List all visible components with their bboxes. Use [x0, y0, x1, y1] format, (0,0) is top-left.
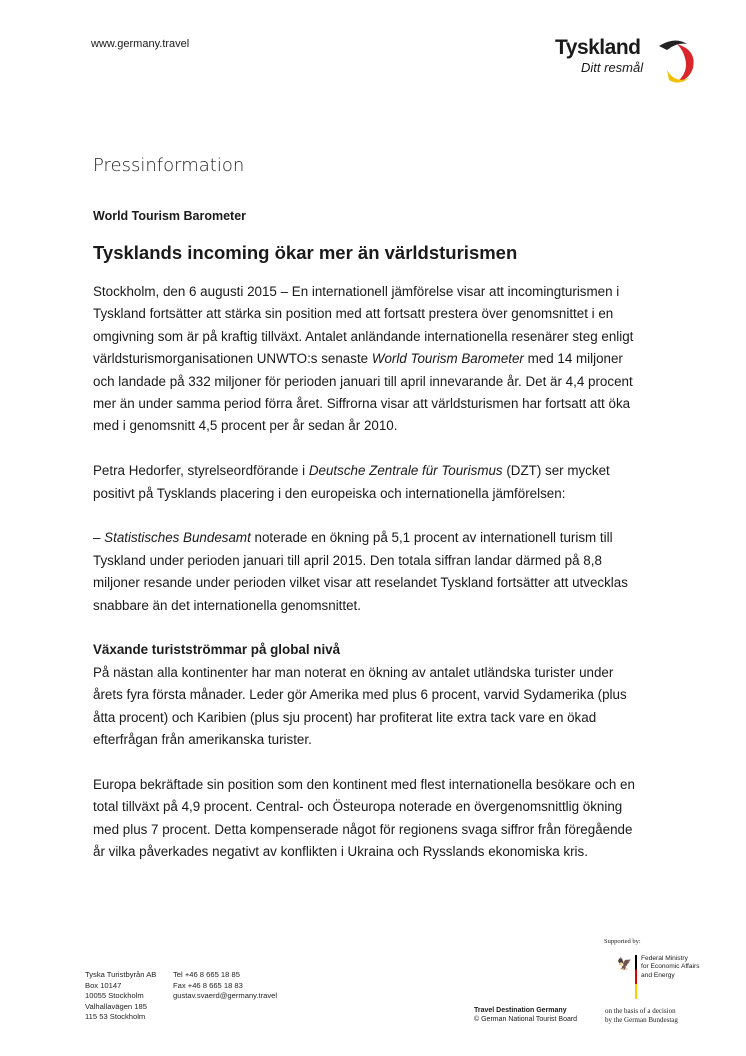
- address-line: Valhallavägen 185: [85, 1001, 147, 1011]
- paragraph: [93, 774, 645, 864]
- logo-title: Tyskland: [555, 36, 641, 59]
- logo-subtitle: Ditt resmål: [581, 60, 644, 75]
- kicker: World Tourism Barometer: [93, 209, 247, 223]
- address-line: Box 10147: [85, 980, 122, 990]
- paragraph: [93, 281, 645, 438]
- text-segment: På nästan alla kontinenter har man noterat en ökning av antalet utländska turister under årets fyra första månader. Leder gör Amerika med plus 6 procent, varvid Sydamerika (plus åtta procent) och Karibien (plus sju procent) har profiterat lite extra tack vare en ökad efterfrågan från amerikanska turister.: [93, 664, 627, 748]
- italic-text: World Tourism Barometer: [371, 351, 524, 367]
- federal-eagle-icon: 🦅: [617, 957, 632, 971]
- paragraph: [93, 527, 645, 617]
- bundestag-decision: [605, 1007, 678, 1024]
- text-segment: med 14 miljoner och landade på 332 miljoner för perioden januari till april innevarande år. Det är 4,4 procent mer än under samma period förra året. Siffrorna visar att världsturismen har fortsatt att öka med i genomsnitt 4,5 procent per år sedan år 2010.: [93, 351, 633, 434]
- ministry-line: and Energy: [641, 971, 675, 979]
- phone: Tel +46 8 665 18 85: [173, 970, 240, 979]
- tdg-title: Travel Destination Germany: [474, 1007, 567, 1014]
- italic-text: Statistisches Bundesamt: [104, 530, 251, 546]
- ministry-line: for Economic Affairs: [641, 963, 700, 971]
- tdg-credit: [474, 1007, 577, 1024]
- email-link[interactable]: gustav.svaerd@germany.travel: [173, 991, 278, 1001]
- supported-by-label: Supported by:: [604, 938, 641, 945]
- paragraph: [93, 662, 645, 752]
- decision-line: by the German Bundestag: [605, 1015, 678, 1024]
- address-line: Tyska Turistbyrån AB: [85, 970, 157, 979]
- website-url[interactable]: www.germany.travel: [91, 38, 190, 50]
- text-segment: noterade en ökning på 5,1 procent av internationell turism till Tyskland under perioden januari till april 2015. Den totala siffran landar därmed på 8,8 miljoner resande under perioden vilket visar att reselandet Tyskland fortsätter att utvecklas snabbare än det internationella genomsnittet.: [93, 530, 628, 613]
- headline: Tysklands incoming ökar mer än världsturismen: [93, 242, 518, 263]
- text-segment: (DZT) ser mycket positivt på Tysklands placering i den europeiska och internationella jämförelsen:: [93, 463, 610, 501]
- flag-bar: [635, 955, 637, 999]
- address-line: 10055 Stockholm: [85, 991, 144, 1001]
- text-segment: Europa bekräftade sin position som den kontinent med flest internationella besökare och en total tillväxt på 4,9 procent. Central- och Östeuropa noterade en övergenomsnittlig ökning med plus 7 procent. Detta kompenserade något för regionens svaga siffror från föregående år vilka påverkades negativt av konflikten i Ukraina och Rysslands ekonomiska kris.: [93, 776, 635, 860]
- swoosh-logo-icon: [655, 36, 697, 86]
- paragraph: [93, 460, 645, 505]
- decision-line: on the basis of a decision: [605, 1007, 676, 1015]
- article-body: [93, 281, 645, 886]
- tdg-subtitle: © German National Tourist Board: [474, 1015, 578, 1023]
- tyskland-logo: [555, 36, 695, 86]
- text-segment: Stockholm, den 6 augusti 2015 – En internationell jämförelse visar att incomingturismen i Tyskland fortsätter att stärka sin position med att fortsatt prestera över genomsnittet i en omgivning som är på kraftig tillväxt. Antalet anländande internationella resenärer steg enligt världsturismorganisationen UNWTO:s senaste: [93, 284, 634, 367]
- text-segment: –: [93, 530, 105, 546]
- section-heading: Växande turistströmmar på global nivå: [93, 642, 341, 658]
- address-line: 115 53 Stockholm: [85, 1012, 146, 1022]
- document-type: Pressinformation: [93, 155, 245, 176]
- text-segment: Petra Hedorfer, styrelseordförande i: [93, 463, 309, 479]
- ministry-logo: [617, 955, 707, 999]
- fax: Fax +46 8 665 18 83: [173, 980, 243, 990]
- italic-text: Deutsche Zentrale für Tourismus: [308, 463, 503, 479]
- footer-contact: [173, 970, 277, 1002]
- ministry-line: Federal Ministry: [641, 955, 688, 962]
- footer-address: [85, 970, 156, 1023]
